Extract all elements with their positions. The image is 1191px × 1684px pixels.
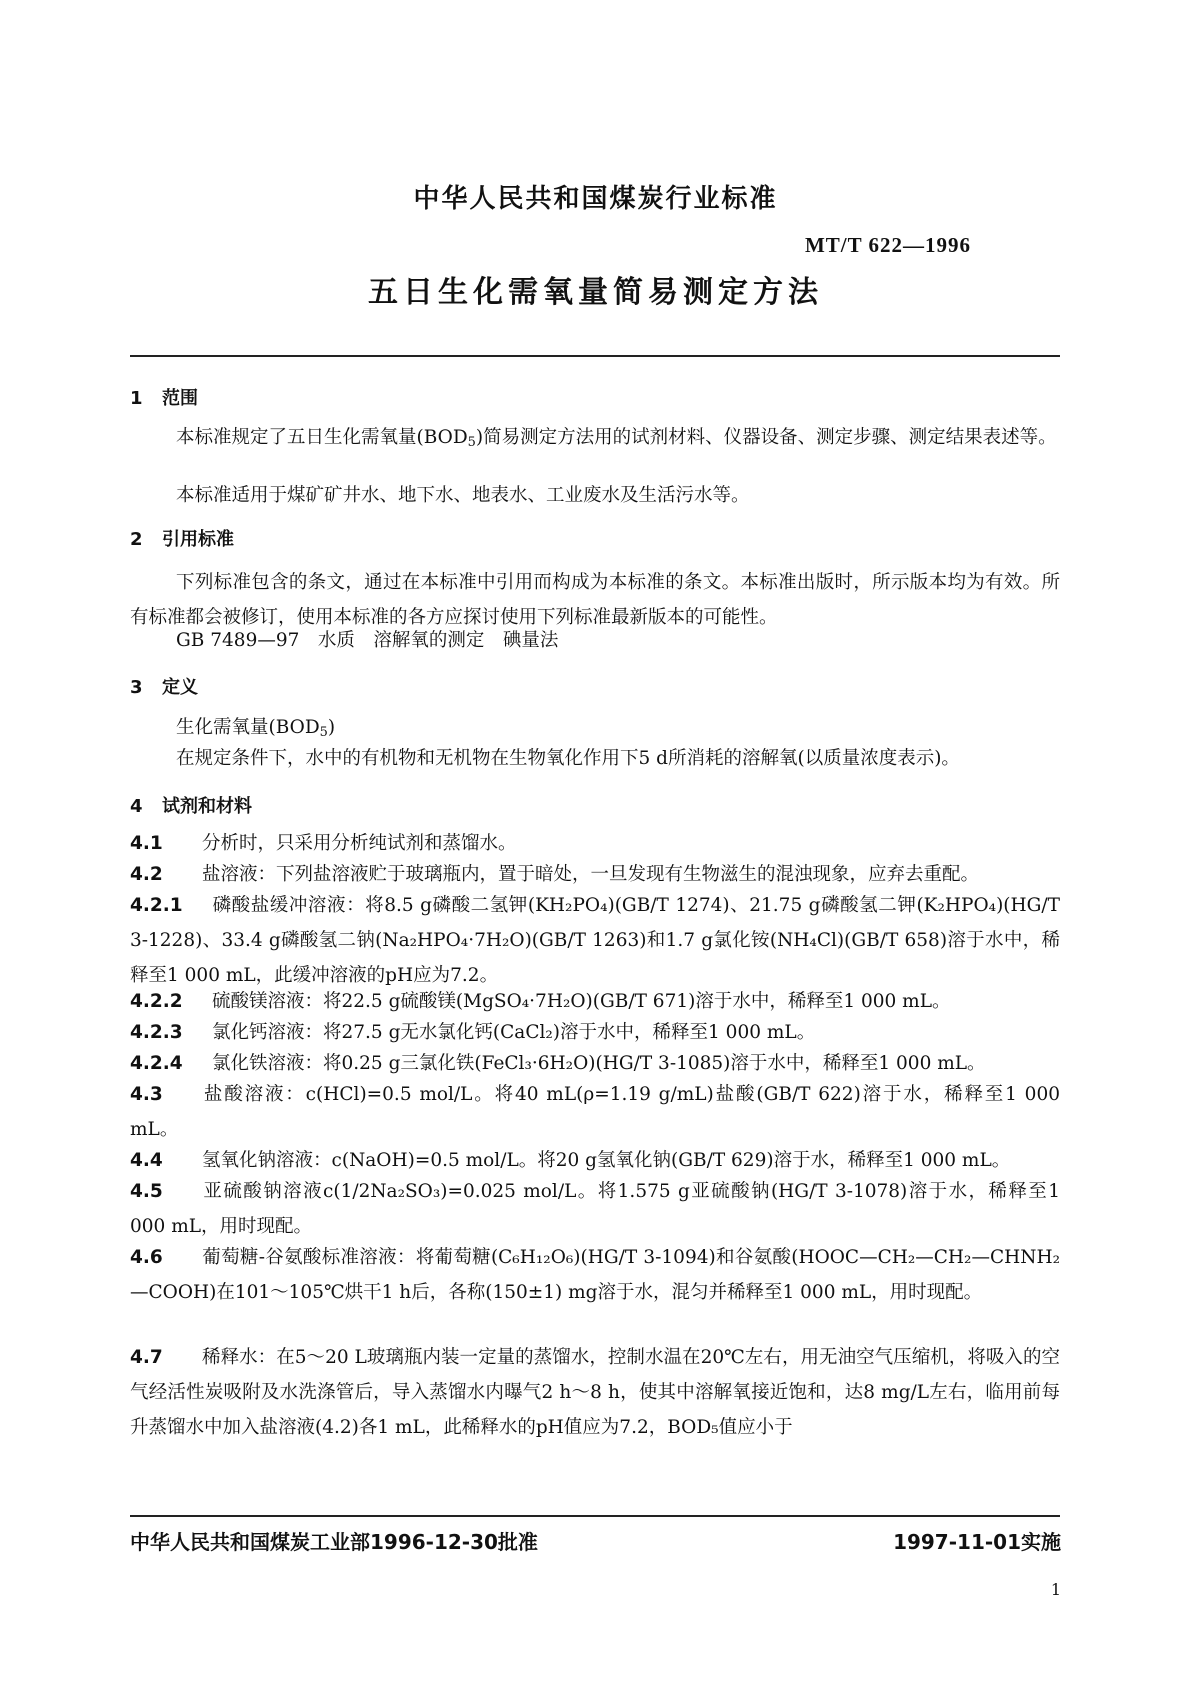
standard-code: MT/T 622—1996 — [804, 233, 971, 257]
section-number: 1 — [130, 388, 143, 409]
definition-text: 在规定条件下，水中的有机物和无机物在生物氧化作用下5 d所消耗的溶解氧(以质量浓度表示)。 — [176, 748, 960, 769]
clause-text: 氢氧化钠溶液：c(NaOH)=0.5 mol/L。将20 g氢氧化钠(GB/T 629)溶于水，稀释至1 000 mL。 — [202, 1150, 1011, 1171]
clause-text: 亚硫酸钠溶液c(1/2Na₂SO₃)=0.025 mol/L。将1.575 g亚硫酸钠(HG/T 3-1078)溶于水，稀释至1 000 mL，用时现配。 — [130, 1181, 1060, 1237]
clause-4-2-3 — [130, 1015, 1060, 1050]
clause-number: 4.3 — [130, 1084, 163, 1105]
subscript: 5 — [467, 435, 476, 451]
section-title: 范围 — [162, 388, 198, 409]
effective-date: 1997-11-01实施 — [893, 1530, 1061, 1554]
paragraph: 下列标准包含的条文，通过在本标准中引用而构成为本标准的条文。本标准出版时，所示版本均为有效。所有标准都会被修订，使用本标准的各方应探讨使用下列标准最新版本的可能性。 — [130, 572, 1060, 628]
clause-text: 氯化钙溶液：将27.5 g无水氯化钙(CaCl₂)溶于水中，稀释至1 000 mL。 — [212, 1022, 816, 1043]
clause-4-3 — [130, 1077, 1060, 1147]
section-heading-definitions — [130, 673, 198, 699]
section-number: 4 — [130, 796, 143, 817]
header-divider — [130, 355, 1060, 357]
clause-text: 稀释水：在5～20 L玻璃瓶内装一定量的蒸馏水，控制水温在20℃左右，用无油空气压缩机，将吸入的空气经活性炭吸附及水洗涤管后，导入蒸馏水内曝气2 h～8 h，使其中溶解氧接近饱和，达8 mg/L左右，临用前每升蒸馏水中加入盐溶液(4.2)各1 mL，此稀释水的pH值应为7.2，BOD₅值应小于 — [130, 1347, 1060, 1438]
clause-4-2-2 — [130, 984, 1060, 1019]
term-text: ) — [327, 717, 336, 738]
clause-number: 4.6 — [130, 1247, 163, 1268]
footer-divider — [130, 1515, 1060, 1517]
clause-text: 氯化铁溶液：将0.25 g三氯化铁(FeCl₃·6H₂O)(HG/T 3-1085)溶于水中，稀释至1 000 mL。 — [212, 1053, 986, 1074]
clause-number: 4.4 — [130, 1150, 163, 1171]
clause-number: 4.2.4 — [130, 1053, 183, 1074]
reference-entry: GB 7489—97 水质 溶解氧的测定 碘量法 — [176, 630, 559, 651]
section-heading-reagents — [130, 792, 252, 818]
clause-number: 4.7 — [130, 1347, 163, 1368]
clause-text: 分析时，只采用分析纯试剂和蒸馏水。 — [202, 833, 517, 854]
clause-text: 硫酸镁溶液：将22.5 g硫酸镁(MgSO₄·7H₂O)(GB/T 671)溶于水中，稀释至1 000 mL。 — [212, 991, 951, 1012]
clause-text: 盐酸溶液：c(HCl)=0.5 mol/L。将40 mL(ρ=1.19 g/mL)盐酸(GB/T 622)溶于水，稀释至1 000 mL。 — [130, 1084, 1060, 1140]
section-title: 引用标准 — [162, 529, 234, 550]
term-text: 生化需氧量(BOD — [176, 717, 320, 738]
clause-number: 4.2 — [130, 864, 163, 885]
page-number: 1 — [1050, 1580, 1061, 1599]
clause-4-6 — [130, 1240, 1060, 1310]
paragraph-text: 本标准规定了五日生化需氧量(BOD — [176, 427, 468, 448]
clause-4-5 — [130, 1174, 1060, 1244]
section-title: 试剂和材料 — [162, 796, 252, 817]
paragraph: 本标准适用于煤矿矿井水、地下水、地表水、工业废水及生活污水等。 — [176, 485, 750, 506]
clause-text: 葡萄糖-谷氨酸标准溶液：将葡萄糖(C₆H₁₂O₆)(HG/T 3-1094)和谷氨酸(HOOC—CH₂—CH₂—CHNH₂—COOH)在101～105℃烘干1 h后，各称(150±1) mg溶于水，混匀并稀释至1 000 mL，用时现配。 — [130, 1247, 1060, 1303]
clause-4-2-4 — [130, 1046, 1060, 1081]
approval-note: 中华人民共和国煤炭工业部1996-12-30批准 — [130, 1530, 538, 1554]
clause-4-2-1 — [130, 888, 1060, 993]
clause-number: 4.5 — [130, 1181, 163, 1202]
document-title: 五日生化需氧量简易测定方法 — [368, 275, 823, 310]
clause-number: 4.1 — [130, 833, 163, 854]
paragraph-text: )简易测定方法用的试剂材料、仪器设备、测定步骤、测定结果表述等。 — [475, 427, 1057, 448]
clause-4-1 — [130, 826, 1060, 861]
clause-text: 磷酸盐缓冲溶液：将8.5 g磷酸二氢钾(KH₂PO₄)(GB/T 1274)、21.75 g磷酸氢二钾(K₂HPO₄)(HG/T 3-1228)、33.4 g磷酸氢二钠(Na₂HPO₄·7H₂O)(GB/T 1263)和1.7 g氯化铵(NH₄Cl)(GB/T 658)溶于水中，稀释至1 000 mL，此缓冲溶液的pH应为7.2。 — [130, 895, 1060, 986]
section-heading-normative-references — [130, 525, 234, 551]
clause-4-4 — [130, 1143, 1060, 1178]
clause-number: 4.2.3 — [130, 1022, 183, 1043]
section-number: 3 — [130, 677, 143, 698]
clause-4-2 — [130, 857, 1060, 892]
section-heading-scope — [130, 384, 198, 410]
clause-text: 盐溶液：下列盐溶液贮于玻璃瓶内，置于暗处，一旦发现有生物滋生的混浊现象，应弃去重配。 — [202, 864, 980, 885]
standard-organization: 中华人民共和国煤炭行业标准 — [413, 184, 778, 214]
clause-number: 4.2.2 — [130, 991, 183, 1012]
clause-4-7 — [130, 1340, 1060, 1445]
section-number: 2 — [130, 529, 143, 550]
section-title: 定义 — [162, 677, 198, 698]
subscript: 5 — [319, 725, 328, 741]
paragraph — [130, 420, 1060, 460]
clause-number: 4.2.1 — [130, 895, 183, 916]
